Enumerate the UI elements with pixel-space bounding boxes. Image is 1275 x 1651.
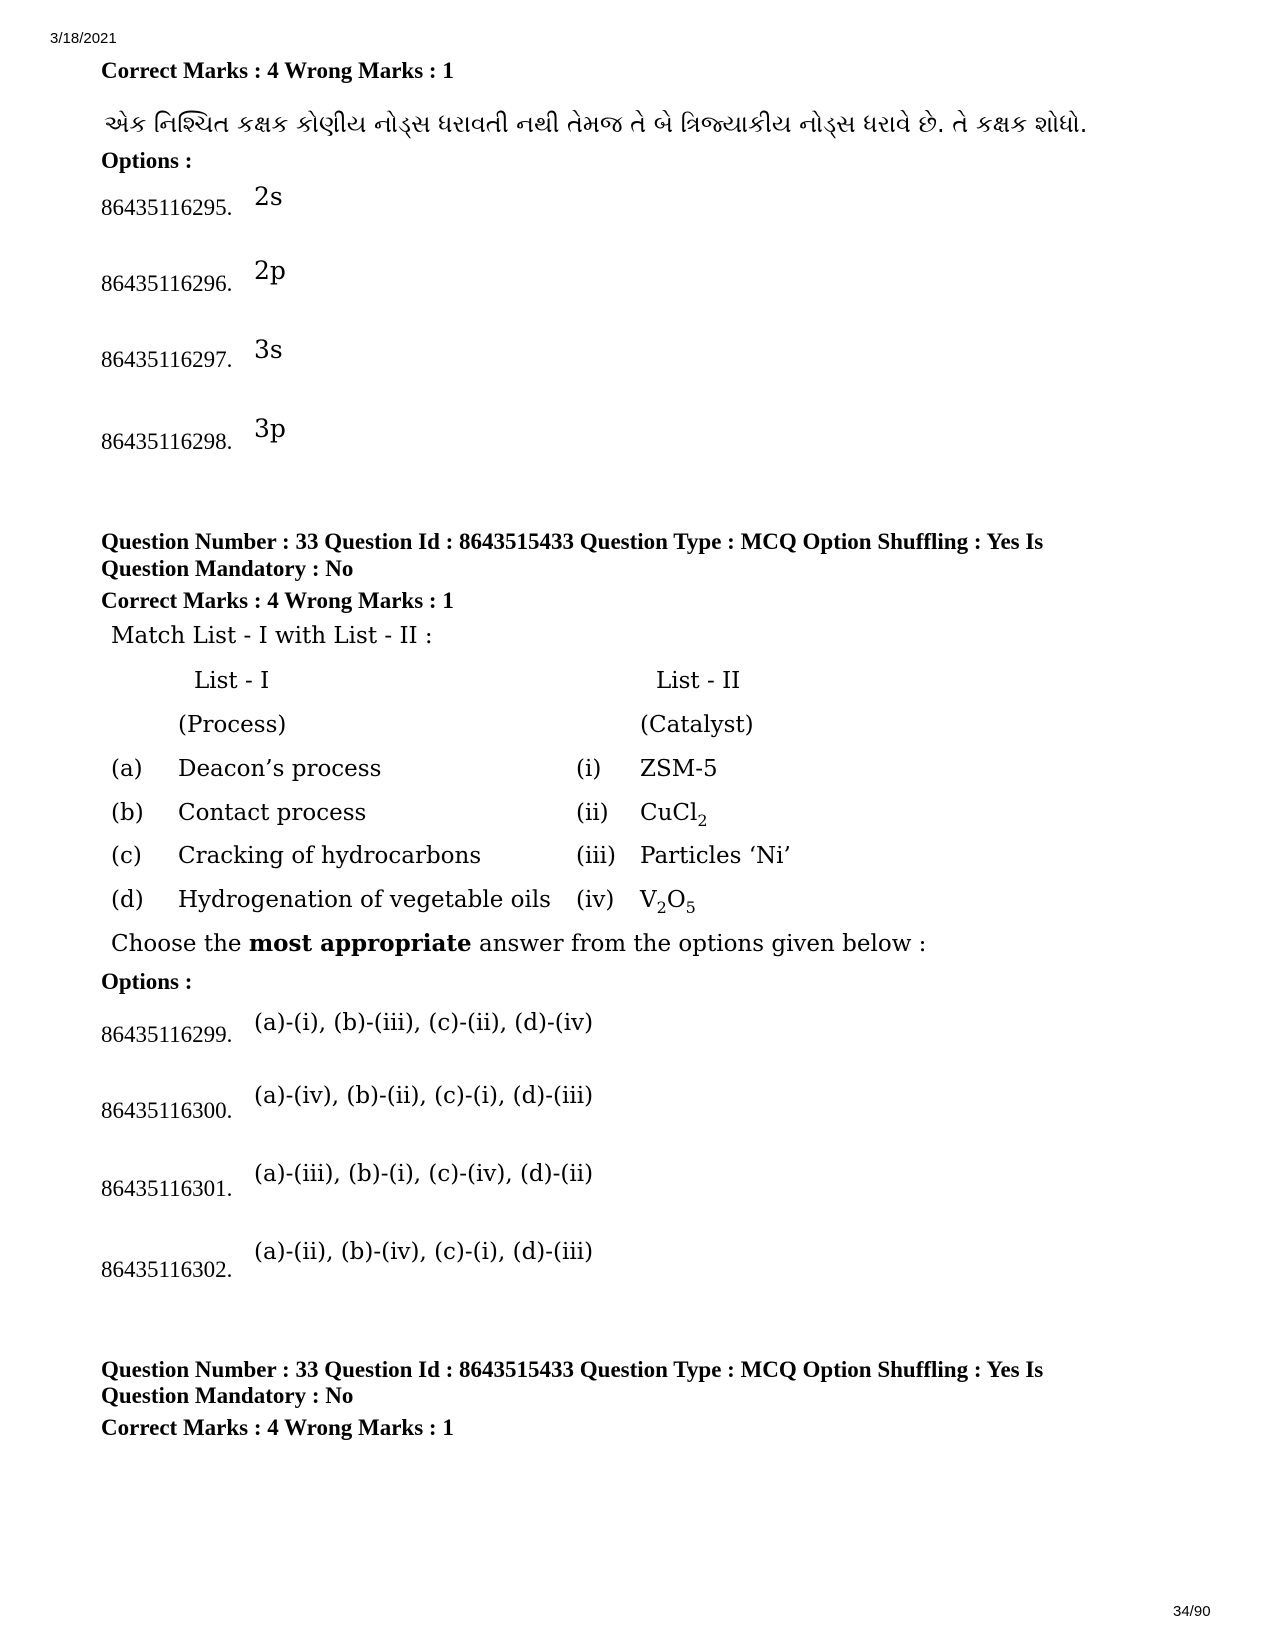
row-b-catalyst-main: CuCl	[640, 800, 698, 826]
q32-option-value-2: 2p	[254, 256, 286, 285]
q34-header-line-2: Question Mandatory : No	[101, 1383, 354, 1408]
q33-header-line-2: Question Mandatory : No	[101, 556, 354, 581]
list2-title: List - II	[656, 668, 741, 694]
row-c-roman: (iii)	[576, 843, 617, 869]
row-d-process: Hydrogenation of vegetable oils	[178, 887, 551, 913]
row-d-catalyst-sub-2: 2	[656, 898, 667, 917]
row-c-label: (c)	[111, 843, 142, 869]
row-b-roman: (ii)	[576, 800, 609, 826]
row-d-catalyst-o: O	[666, 887, 686, 913]
list1-subtitle: (Process)	[178, 712, 287, 738]
q33-options-label: Options :	[101, 969, 193, 994]
row-a-process: Deacon’s process	[178, 756, 382, 782]
choose-bold: most appropriate	[248, 930, 472, 957]
row-d-catalyst-v: V	[640, 887, 657, 913]
row-a-catalyst: ZSM-5	[640, 756, 718, 782]
list1-title: List - I	[194, 668, 270, 694]
q33-marks: Correct Marks : 4 Wrong Marks : 1	[101, 588, 454, 613]
q33-option-id-4: 86435116302.	[101, 1257, 233, 1282]
q33-option-value-2: (a)-(iv), (b)-(ii), (c)-(i), (d)-(iii)	[254, 1083, 594, 1109]
q33-intro: Match List - I with List - II :	[111, 623, 433, 649]
q32-options-label: Options :	[101, 148, 193, 173]
q32-marks: Correct Marks : 4 Wrong Marks : 1	[101, 58, 454, 83]
row-c-catalyst: Particles ‘Ni’	[640, 843, 791, 869]
q32-option-id-3: 86435116297.	[101, 347, 233, 372]
row-d-label: (d)	[111, 887, 144, 913]
list2-subtitle: (Catalyst)	[640, 712, 754, 738]
choose-post: answer from the options given below :	[471, 931, 927, 957]
q34-header-line-1: Question Number : 33 Question Id : 8643515433 Question Type : MCQ Option Shuffling : Yes Is	[101, 1357, 1044, 1382]
row-d-roman: (iv)	[576, 887, 615, 913]
row-b-catalyst-subscript: 2	[697, 811, 708, 830]
row-d-catalyst-sub-5: 5	[685, 898, 696, 917]
print-date: 3/18/2021	[50, 30, 117, 47]
row-b-label: (b)	[111, 800, 144, 826]
q33-header-line-1: Question Number : 33 Question Id : 8643515433 Question Type : MCQ Option Shuffling : Yes Is	[101, 529, 1044, 554]
q33-option-value-1: (a)-(i), (b)-(iii), (c)-(ii), (d)-(iv)	[254, 1010, 594, 1036]
row-b-process: Contact process	[178, 800, 367, 826]
q32-option-value-1: 2s	[254, 182, 283, 211]
q33-option-value-3: (a)-(iii), (b)-(i), (c)-(iv), (d)-(ii)	[254, 1161, 594, 1187]
q32-question-text: એક નિશ્ચિત કક્ષક કોણીય નોડ્સ ધરાવતી નથી તેમજ તે બે ત્રિજ્યાકીય નોડ્સ ધરાવે છે. તે કક્ષક શોધો.	[104, 110, 1088, 138]
q32-option-id-4: 86435116298.	[101, 429, 233, 454]
q32-option-id-2: 86435116296.	[101, 271, 233, 296]
q32-option-id-1: 86435116295.	[101, 195, 233, 220]
row-a-roman: (i)	[576, 756, 602, 782]
q33-option-id-1: 86435116299.	[101, 1022, 233, 1047]
choose-pre: Choose the	[111, 931, 249, 957]
row-a-label: (a)	[111, 756, 143, 782]
q32-option-value-3: 3s	[254, 335, 283, 364]
row-c-process: Cracking of hydrocarbons	[178, 843, 482, 869]
page-number: 34/90	[1173, 1603, 1211, 1620]
row-d-catalyst	[640, 887, 696, 917]
q32-option-value-4: 3p	[254, 414, 286, 443]
q33-option-id-3: 86435116301.	[101, 1176, 233, 1201]
row-b-catalyst	[640, 800, 708, 830]
q33-option-value-4: (a)-(ii), (b)-(iv), (c)-(i), (d)-(iii)	[254, 1239, 594, 1265]
q33-choose-instruction	[111, 930, 926, 957]
q34-marks: Correct Marks : 4 Wrong Marks : 1	[101, 1415, 454, 1440]
q33-option-id-2: 86435116300.	[101, 1098, 233, 1123]
